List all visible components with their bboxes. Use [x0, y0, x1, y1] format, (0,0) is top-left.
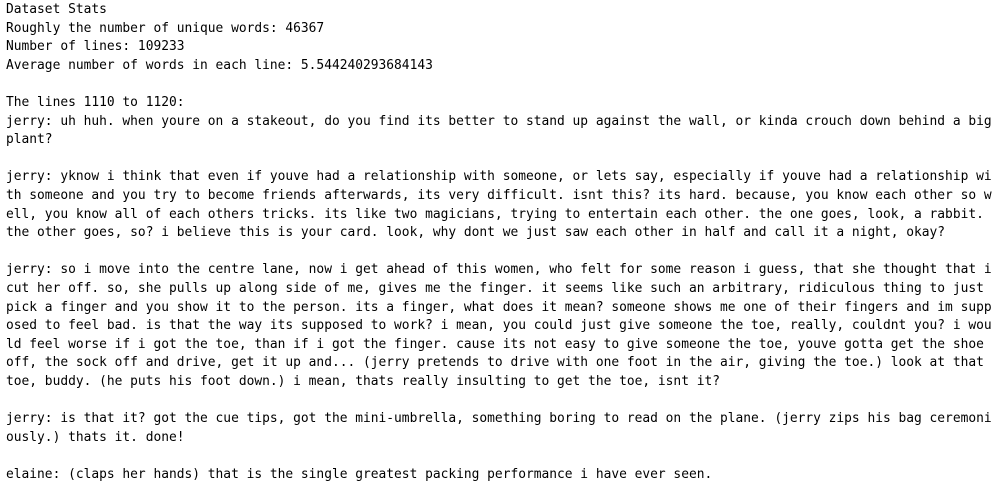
unique-words-stat: Roughly the number of unique words: 46367 — [6, 20, 325, 36]
dialogue-line: plant? — [6, 132, 53, 148]
dialogue-line: th someone and you try to become friends afterwards, its very difficult. isnt this? its hard. because, you know each other so w — [6, 187, 992, 203]
dialogue-line: jerry: so i move into the centre lane, now i get ahead of this women, who felt for some reason i guess, that she thought that i — [6, 262, 992, 278]
dialogue-line: the other goes, so? i believe this is your card. look, why dont we just saw each other in half and call it a night, okay? — [6, 225, 946, 241]
dialogue-paragraph-elaine — [6, 466, 1001, 484]
stats-header: Dataset Stats — [6, 2, 107, 17]
dialogue-line: off, the sock off and drive, get it up and... (jerry pretends to drive with one foot in the air, giving the toe.) look at that — [6, 355, 984, 371]
dialogue-line: ld feel worse if i got the toe, than if i got the finger. cause its not easy to give someone the toe, youve gotta get the shoe — [6, 336, 984, 352]
blank-line — [6, 391, 1001, 410]
blank-line — [6, 150, 1001, 169]
dialogue-paragraph-jerry-relationship — [6, 168, 1001, 242]
dialogue-line: toe, buddy. (he puts his foot down.) i mean, thats really insulting to get the toe, isnt it? — [6, 373, 720, 389]
dialogue-line: cut her off. so, she pulls up along side of me, gives me the finger. it seems like such an arbitrary, ridiculous thing to just — [6, 280, 984, 296]
dialogue-paragraph-jerry-stakeout — [6, 113, 1001, 150]
dialogue-line: elaine: (claps her hands) that is the single greatest packing performance i have ever seen. — [6, 466, 713, 482]
blank-line — [6, 243, 1001, 262]
blank-line — [6, 75, 1001, 94]
dialogue-paragraph-jerry-finger — [6, 261, 1001, 391]
dialogue-paragraph-jerry-packing — [6, 410, 1001, 447]
average-words-stat: Average number of words in each line: 5.544240293684143 — [6, 57, 433, 73]
range-label: The lines 1110 to 1120: — [6, 94, 185, 110]
dialogue-line: jerry: yknow i think that even if youve had a relationship with someone, or lets say, especially if youve had a relationship wi — [6, 169, 992, 185]
dialogue-line: ously.) thats it. done! — [6, 429, 185, 445]
dialogue-line: jerry: uh huh. when youre on a stakeout, do you find its better to stand up against the wall, or kinda crouch down behind a big — [6, 113, 992, 129]
blank-line — [6, 447, 1001, 466]
dialogue-line: osed to feel bad. is that the way its supposed to work? i mean, you could just give someone the toe, really, couldnt you? i wou — [6, 318, 992, 334]
line-count-stat: Number of lines: 109233 — [6, 39, 185, 55]
dialogue-line: jerry: is that it? got the cue tips, got the mini-umbrella, something boring to read on the plane. (jerry zips his bag ceremoni — [6, 411, 992, 427]
dialogue-line: ell, you know all of each others tricks. its like two magicians, trying to entertain each other. the one goes, look, a rabbit. — [6, 206, 984, 222]
dialogue-line: pick a finger and you show it to the person. its a finger, what does it mean? someone shows me one of their fingers and im supp — [6, 299, 992, 315]
